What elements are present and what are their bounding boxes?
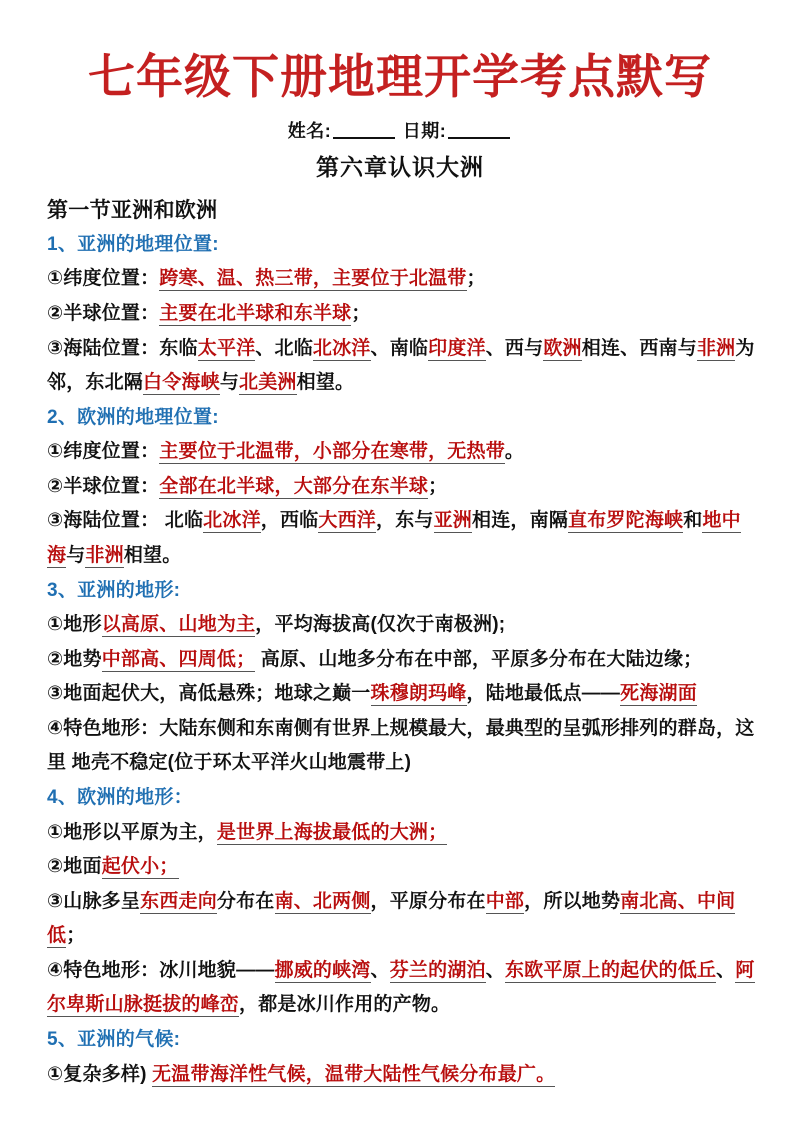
prompt-text: 、南临 bbox=[370, 337, 429, 359]
prompt-text: ③海陆位置： 北临 bbox=[47, 510, 204, 532]
answer-text: 直布罗陀海峡 bbox=[568, 510, 684, 532]
answer-text: 亚洲 bbox=[433, 510, 473, 532]
prompt-text: 、北临 bbox=[255, 337, 313, 359]
name-label: 姓名: bbox=[287, 120, 332, 141]
prompt-text: ，都是冰川作用的产物。 bbox=[239, 994, 451, 1016]
answer-text: 起伏小； bbox=[101, 856, 179, 878]
prompt-text: 相望。 bbox=[296, 372, 355, 394]
prompt-text: ③地面起伏大，高低悬殊；地球之巅一 bbox=[47, 683, 371, 705]
date-label: 日期: bbox=[402, 120, 447, 141]
prompt-text: 、 bbox=[716, 959, 736, 981]
group-heading: 1、亚洲的地理位置: bbox=[47, 233, 219, 255]
prompt-text: ①纬度位置： bbox=[47, 268, 160, 290]
group-heading: 2、欧洲的地理位置: bbox=[47, 406, 219, 428]
prompt-text: ③海陆位置：东临 bbox=[47, 337, 198, 359]
prompt-text: ，西临 bbox=[260, 510, 319, 532]
prompt-text: ，陆地最低点—— bbox=[466, 683, 621, 705]
answer-text: 阿尔卑斯山脉挺拔的峰峦 bbox=[47, 959, 755, 1016]
item-5-1 bbox=[47, 1058, 760, 1093]
prompt-text: 。 bbox=[504, 441, 525, 463]
prompt-text: 、 bbox=[370, 959, 390, 981]
prompt-text: ，东与 bbox=[376, 510, 434, 532]
prompt-text: 相连，南隔 bbox=[472, 510, 569, 532]
item-3-4 bbox=[47, 712, 760, 781]
answer-text: 中部高、四周低； bbox=[101, 648, 256, 670]
prompt-text: ，平原分布在 bbox=[370, 890, 486, 912]
prompt-text: ； bbox=[428, 475, 448, 497]
answer-text: 无温带海洋性气候，温带大陆性气候分布最广。 bbox=[152, 1063, 556, 1085]
prompt-text: ①地形 bbox=[47, 614, 102, 636]
name-date-row bbox=[40, 117, 760, 143]
date-blank-field[interactable] bbox=[448, 137, 510, 139]
answer-text: 全部在北半球，大部分在东半球 bbox=[159, 475, 429, 497]
answer-text: 非洲 bbox=[85, 544, 124, 566]
item-1-2 bbox=[47, 297, 760, 332]
prompt-text: ； bbox=[466, 268, 486, 290]
item-4-3 bbox=[47, 885, 760, 954]
chapter-title: 第六章认识大洲 bbox=[316, 153, 484, 180]
item-2-1 bbox=[47, 435, 760, 470]
prompt-text: 和 bbox=[683, 510, 703, 532]
answer-text: 跨寒、温、热三带，主要位于北温带 bbox=[159, 268, 467, 290]
prompt-text: ①地形以平原为主， bbox=[47, 821, 217, 843]
prompt-text: ； bbox=[66, 925, 86, 947]
answer-text: 大西洋 bbox=[318, 510, 376, 532]
answer-text: 北美洲 bbox=[239, 372, 297, 394]
page-title: 七年级下册地理开学考点默写 bbox=[88, 50, 712, 103]
prompt-text: 、西与 bbox=[485, 337, 544, 359]
answer-text: 珠穆朗玛峰 bbox=[370, 683, 467, 705]
answer-text: 太平洋 bbox=[197, 337, 256, 359]
answer-text: 主要在北半球和东半球 bbox=[159, 302, 352, 324]
answer-text: 白令海峡 bbox=[143, 372, 220, 394]
answer-text: 地中海 bbox=[47, 510, 741, 566]
item-3-3 bbox=[47, 677, 760, 712]
prompt-text: ③山脉多呈 bbox=[47, 890, 141, 912]
prompt-text: ，所以地势 bbox=[524, 890, 621, 912]
item-4-4 bbox=[47, 954, 760, 1023]
item-1-3 bbox=[47, 332, 760, 401]
answer-text: 印度洋 bbox=[428, 337, 486, 359]
prompt-text: ②半球位置： bbox=[47, 475, 160, 497]
prompt-text: ①复杂多样) bbox=[47, 1063, 153, 1085]
name-blank-field[interactable] bbox=[333, 137, 395, 139]
prompt-text: 为邻，东北隔 bbox=[47, 337, 755, 394]
prompt-text: ④特色地形：冰川地貌—— bbox=[47, 959, 275, 981]
prompt-text: ，平均海拔高(仅次于南极洲); bbox=[255, 614, 506, 636]
prompt-text: ④特色地形：大陆东侧和东南侧有世界上规模最大，最典型的呈弧形排列的群岛，这里 地壳不稳定(位于环太平洋火山地震带上) bbox=[47, 717, 755, 774]
worksheet-body bbox=[40, 194, 760, 1092]
prompt-text: ①纬度位置： bbox=[47, 441, 160, 463]
item-2-3 bbox=[47, 504, 760, 573]
answer-text: 北冰洋 bbox=[203, 510, 261, 532]
answer-text: 挪威的峡湾 bbox=[274, 959, 371, 981]
group-heading: 5、亚洲的气候: bbox=[47, 1029, 181, 1051]
prompt-text: 与 bbox=[66, 544, 86, 566]
prompt-text: 相连、西南与 bbox=[581, 337, 697, 359]
prompt-text: ②地面 bbox=[47, 856, 102, 878]
answer-text: 南、北两侧 bbox=[274, 890, 371, 912]
prompt-text: 相望。 bbox=[123, 544, 182, 566]
prompt-text: 、 bbox=[485, 959, 505, 981]
answer-text: 欧洲 bbox=[543, 337, 582, 359]
group-heading: 3、亚洲的地形: bbox=[47, 579, 181, 601]
prompt-text: ②半球位置： bbox=[47, 302, 160, 324]
item-1-1 bbox=[47, 262, 760, 297]
answer-text: 主要位于北温带，小部分在寒带，无热带 bbox=[159, 441, 505, 463]
group-heading: 4、欧洲的地形： bbox=[47, 787, 193, 809]
answer-text: 是世界上海拔最低的大洲； bbox=[216, 821, 448, 843]
answer-text: 中部 bbox=[485, 890, 525, 912]
answer-text: 芬兰的湖泊 bbox=[389, 959, 486, 981]
prompt-text: 与 bbox=[219, 372, 240, 394]
item-3-2 bbox=[47, 643, 760, 678]
item-4-2 bbox=[47, 850, 760, 885]
answer-text: 非洲 bbox=[696, 337, 736, 359]
answer-text: 南北高、中间低 bbox=[47, 890, 736, 947]
item-2-2 bbox=[47, 470, 760, 505]
prompt-text: ②地势 bbox=[47, 648, 102, 670]
prompt-text: 高原、山地多分布在中部，平原多分布在大陆边缘； bbox=[255, 648, 703, 670]
prompt-text: 分布在 bbox=[216, 890, 275, 912]
answer-text: 死海湖面 bbox=[620, 683, 697, 705]
answer-text: 东西走向 bbox=[140, 890, 217, 912]
section-heading: 第一节亚洲和欧洲 bbox=[47, 198, 218, 222]
answer-text: 以高原、山地为主 bbox=[101, 614, 256, 636]
answer-text: 北冰洋 bbox=[312, 337, 371, 359]
prompt-text: ； bbox=[351, 302, 371, 324]
item-4-1 bbox=[47, 816, 760, 851]
item-3-1 bbox=[47, 608, 760, 643]
question-group-list bbox=[47, 228, 760, 1092]
answer-text: 东欧平原上的起伏的低丘 bbox=[504, 959, 717, 981]
